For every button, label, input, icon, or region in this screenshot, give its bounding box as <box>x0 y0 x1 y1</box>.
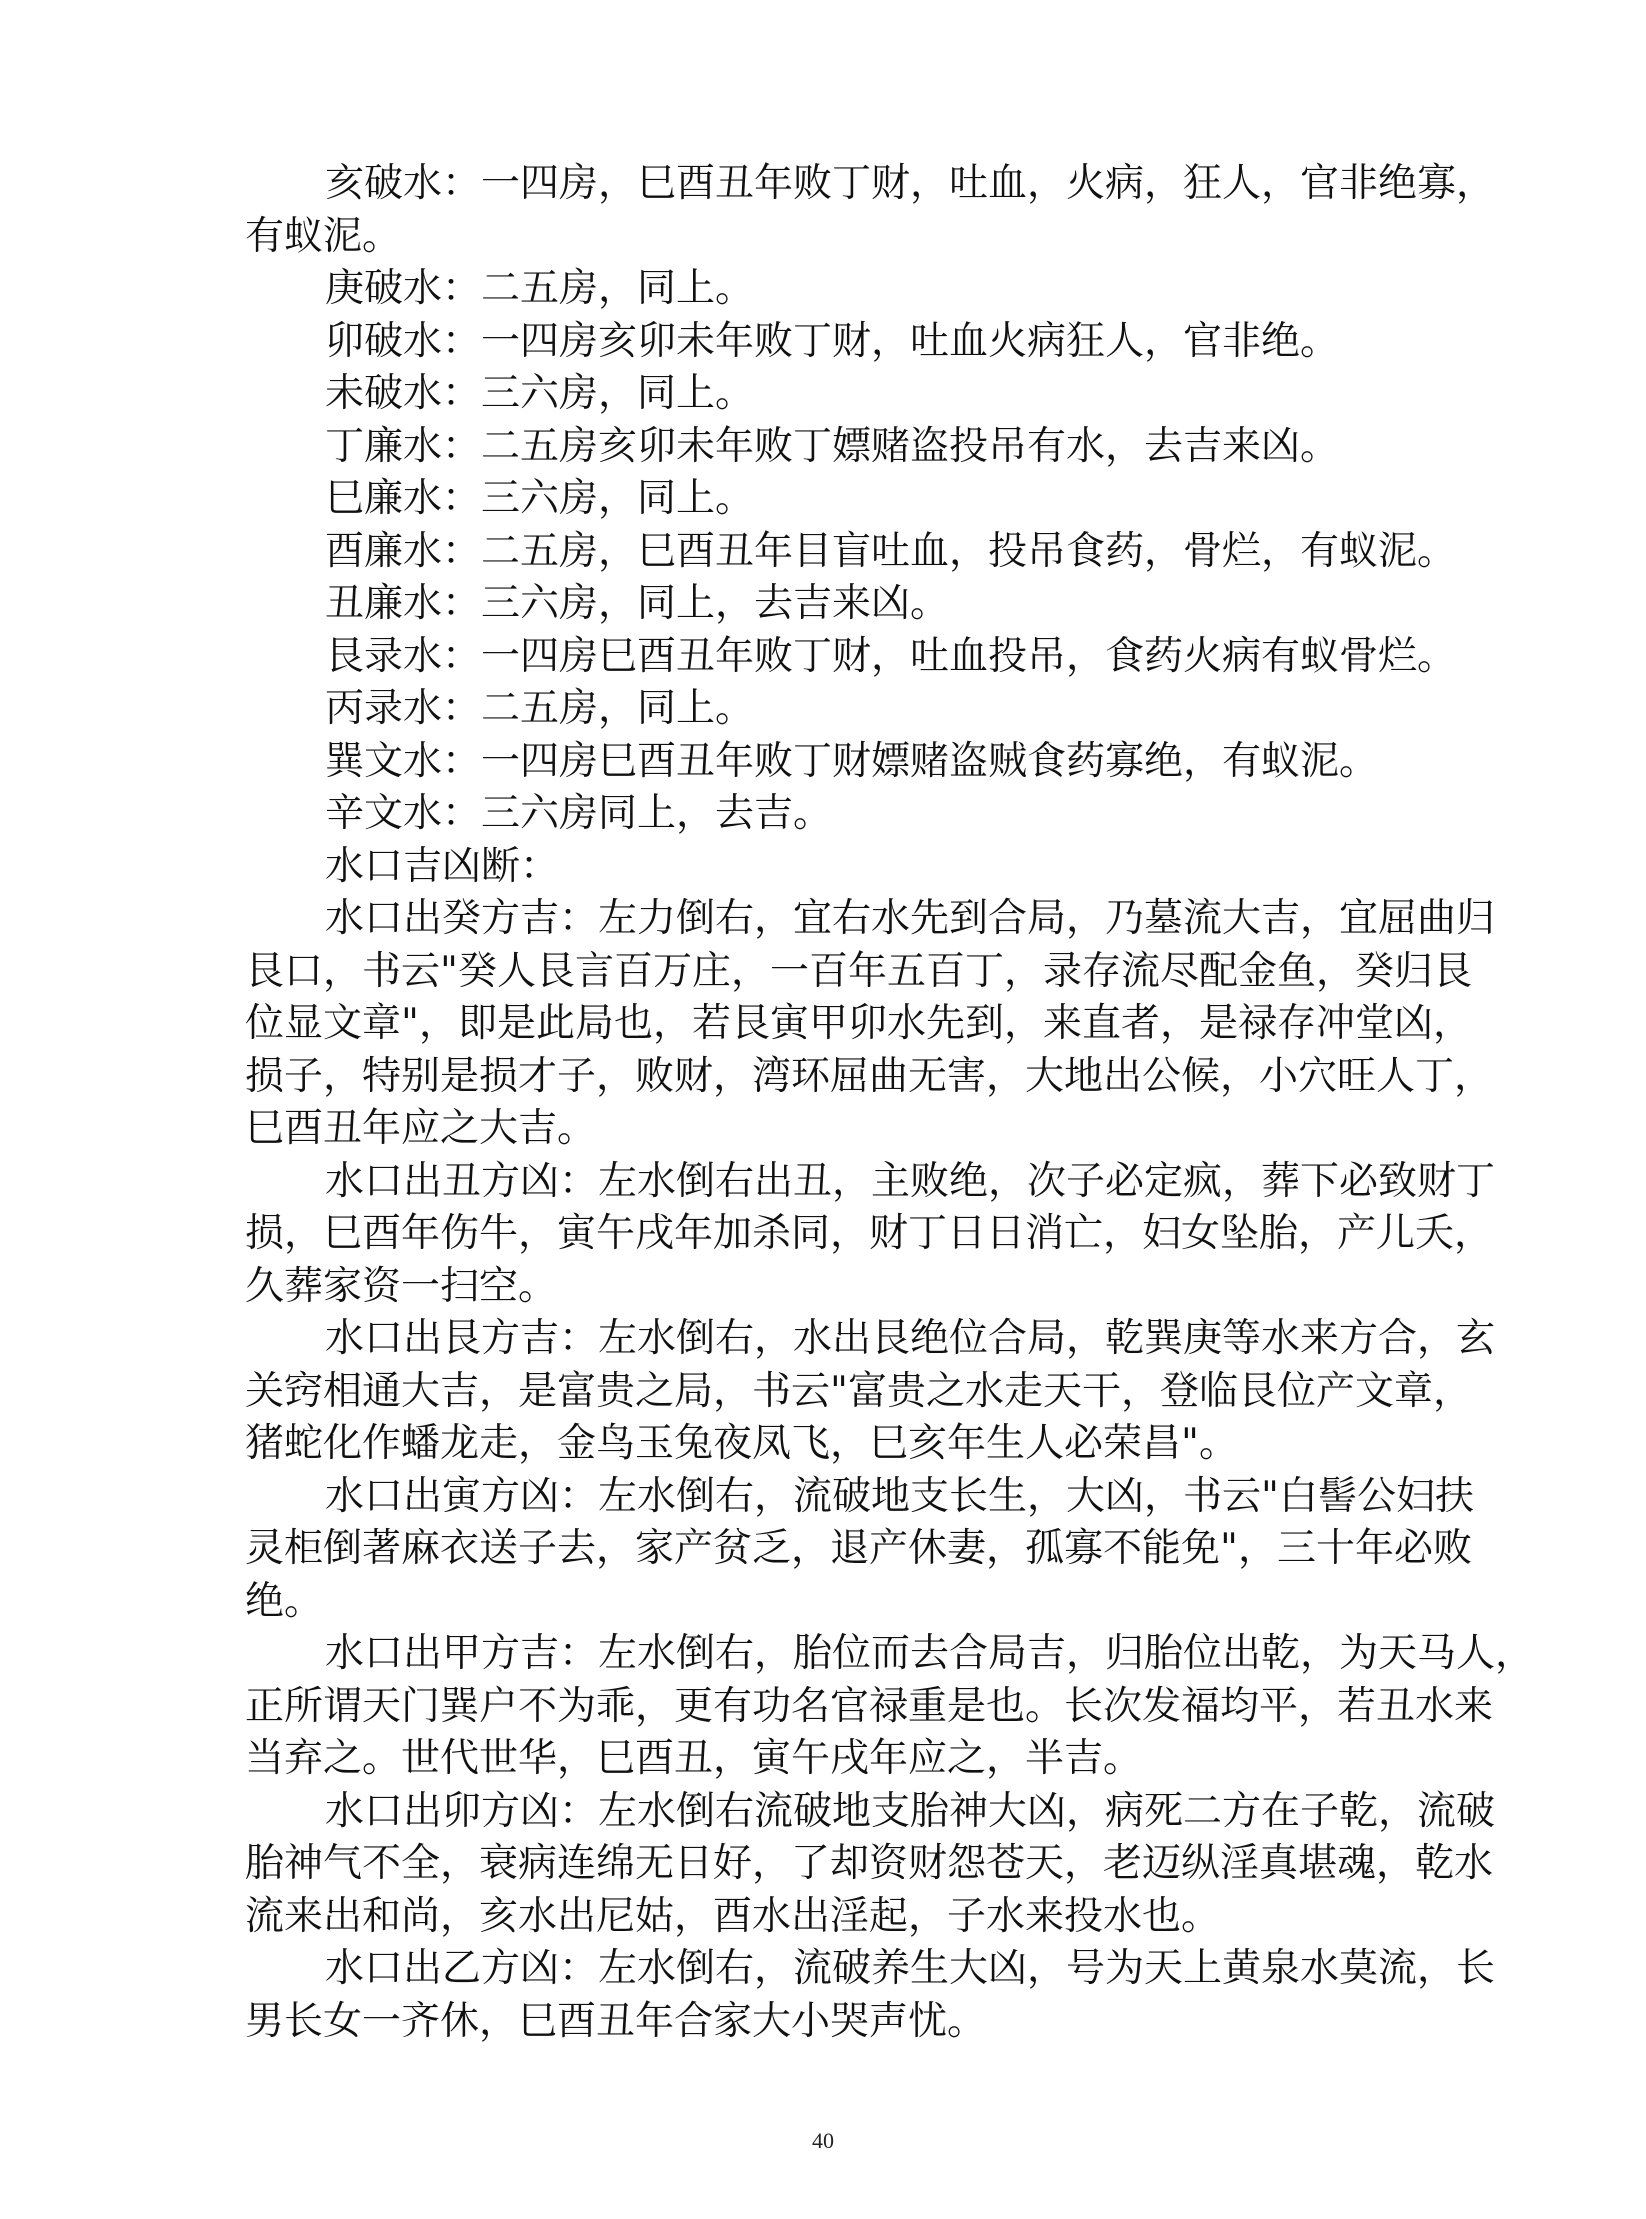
paragraph-first-line: 水口出癸方吉：左力倒右，宜右水先到合局，乃墓流大吉，宜屈曲归 <box>325 896 1496 941</box>
paragraph-first-line: 庚破水：二五房，同上。 <box>325 266 755 311</box>
paragraph-first-line: 水口出寅方凶：左水倒右，流破地支长生，大凶，书云"白髻公妇扶 <box>325 1473 1474 1519</box>
paragraph-first-line: 未破水：三六房，同上。 <box>325 371 755 416</box>
page-number: 40 <box>812 2128 834 2153</box>
paragraph-first-line: 水口出乙方凶：左水倒右，流破养生大凶，号为天上黄泉水莫流，长 <box>325 1946 1496 1991</box>
paragraph <box>245 316 1495 369</box>
paragraph-line: 灵柜倒著麻衣送子去，家产贫乏，退产休妻，孤寡不能免"，三十年必败 <box>245 1526 1472 1571</box>
paragraph-first-line: 水口吉凶断： <box>325 843 560 889</box>
body-text <box>245 158 1535 2048</box>
paragraph <box>245 526 1495 579</box>
paragraph <box>245 893 1495 1156</box>
paragraph-line: 正所谓天门巽户不为乖，更有功名官禄重是也。长次发福均平，若丑水来 <box>245 1683 1494 1729</box>
paragraph-first-line: 水口出卯方凶：左水倒右流破地支胎神大凶，病死二方在子乾，流破 <box>325 1788 1496 1834</box>
paragraph <box>245 1156 1495 1314</box>
paragraph-first-line: 艮录水：一四房巳酉丑年败丁财，吐血投吊，食药火病有蚁骨烂。 <box>325 633 1457 679</box>
paragraph-line: 久葬家资一扫空。 <box>245 1263 558 1309</box>
paragraph-first-line: 水口出甲方吉：左水倒右，胎位而去合局吉，归胎位出乾，为天马人， <box>325 1631 1535 1676</box>
paragraph-line: 有蚁泥。 <box>245 213 402 259</box>
paragraph <box>245 158 1495 263</box>
paragraph-line: 损，巳酉年伤牛，寅午戌年加杀同，财丁日日消亡，妇女坠胎，产儿夭， <box>245 1211 1494 1256</box>
paragraph <box>245 841 1495 894</box>
paragraph <box>245 1471 1495 1629</box>
paragraph <box>245 368 1495 421</box>
paragraph-line: 绝。 <box>245 1578 324 1624</box>
paragraph <box>245 1313 1495 1471</box>
paragraph-line: 巳酉丑年应之大吉。 <box>245 1106 597 1151</box>
paragraph-line: 关窍相通大吉，是富贵之局，书云"富贵之水走天干，登临艮位产文章， <box>245 1368 1472 1414</box>
paragraph-first-line: 亥破水：一四房，巳酉丑年败丁财，吐血，火病，狂人，官非绝寡， <box>325 161 1496 206</box>
paragraph <box>245 631 1495 684</box>
paragraph-first-line: 丑廉水：三六房，同上，去吉来凶。 <box>325 581 950 626</box>
paragraph-first-line: 水口出丑方凶：左水倒右出丑，主败绝，次子必定疯，葬下必致财丁 <box>325 1158 1496 1204</box>
paragraph-line: 流来出和尚，亥水出尼姑，酉水出淫起，子水来投水也。 <box>245 1893 1221 1939</box>
paragraph-line: 位显文章"，即是此局也，若艮寅甲卯水先到，来直者，是禄存冲堂凶， <box>245 1001 1472 1046</box>
paragraph <box>245 788 1495 841</box>
paragraph <box>245 473 1495 526</box>
paragraph <box>245 578 1495 631</box>
paragraph-first-line: 酉廉水：二五房，巳酉丑年目盲吐血，投吊食药，骨烂，有蚁泥。 <box>325 528 1457 574</box>
paragraph-line: 损子，特别是损才子，败财，湾环屈曲无害，大地出公候，小穴旺人丁， <box>245 1053 1494 1099</box>
paragraph <box>245 736 1495 789</box>
paragraph-first-line: 卯破水：一四房亥卯未年败丁财，吐血火病狂人，官非绝。 <box>325 318 1340 364</box>
paragraph <box>245 1628 1535 1786</box>
paragraph-line: 胎神气不全，衰病连绵无日好，了却资财怨苍天，老迈纵淫真堪魂，乾水 <box>245 1841 1494 1886</box>
paragraph-line: 猪蛇化作蟠龙走，金鸟玉兔夜凤飞，巳亥年生人必荣昌"。 <box>245 1421 1238 1466</box>
paragraph-first-line: 丁廉水：二五房亥卯未年败丁嫖赌盗投吊有水，去吉来凶。 <box>325 423 1340 469</box>
paragraph-line: 男长女一齐休，巳酉丑年合家大小哭声忧。 <box>245 1998 987 2044</box>
paragraph <box>245 263 1495 316</box>
paragraph-line: 当弃之。世代世华，巳酉丑，寅午戌年应之，半吉。 <box>245 1736 1143 1781</box>
paragraph-first-line: 辛文水：三六房同上，去吉。 <box>325 791 833 836</box>
paragraph-first-line: 水口出艮方吉：左水倒右，水出艮绝位合局，乾巽庚等水来方合，玄 <box>325 1316 1496 1361</box>
paragraph-line: 艮口，书云"癸人艮言百万庄，一百年五百丁，录存流尽配金鱼，癸归艮 <box>245 948 1472 994</box>
paragraph-first-line: 丙录水：二五房，同上。 <box>325 686 755 731</box>
paragraph <box>245 1943 1495 2048</box>
paragraph <box>245 683 1495 736</box>
paragraph <box>245 421 1495 474</box>
paragraph <box>245 1786 1495 1944</box>
paragraph-first-line: 巽文水：一四房巳酉丑年败丁财嫖赌盗贼食药寡绝，有蚁泥。 <box>325 738 1379 784</box>
paragraph-first-line: 巳廉水：三六房，同上。 <box>325 476 755 521</box>
